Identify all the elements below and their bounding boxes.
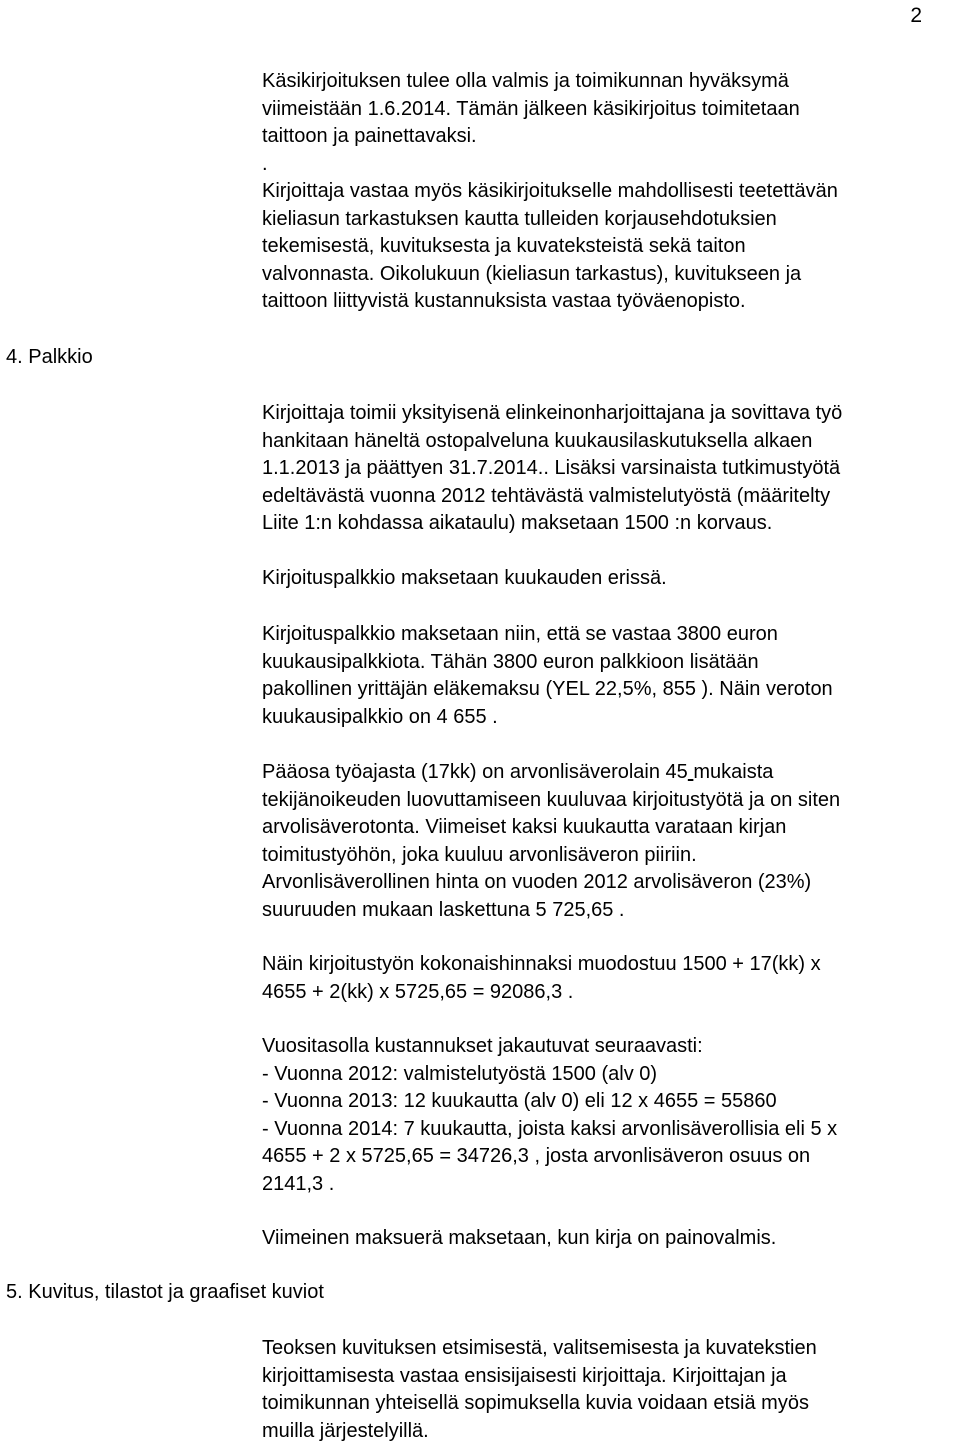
text-line: 4655 + 2 x 5725,65 = 34726,3 , josta arvonlisäveron osuus on	[262, 1145, 811, 1167]
text-line: kieliasun tarkastuksen kautta tulleiden korjausehdotuksien	[262, 207, 777, 230]
text-line: 4655 + 2(kk) x 5725,65 = 92086,3 .	[262, 980, 574, 1003]
text-line: Vuositasolla kustannukset jakautuvat seuraavasti:	[262, 1035, 703, 1057]
text-line: suuruuden mukaan laskettuna 5 725,65 .	[262, 898, 625, 921]
text-line: Viimeinen maksuerä maksetaan, kun kirja on painovalmis.	[262, 1227, 777, 1249]
text-line: arvolisäverotonta. Viimeiset kaksi kuukautta varataan kirjan	[262, 816, 787, 838]
text-line: toimitustyöhön, joka kuuluu arvonlisäveron piiriin.	[262, 843, 697, 866]
text-line: Teoksen kuvituksen etsimisestä, valitsemisesta ja kuvatekstien	[262, 1337, 817, 1359]
palkkio-paragraph-3	[262, 621, 952, 731]
text-line: Kirjoittaja toimii yksityisenä elinkeinonharjoittajana ja sovittava työ	[262, 402, 843, 424]
text-line: taittoon ja painettavaksi.	[262, 125, 477, 147]
palkkio-paragraph-4	[262, 759, 952, 924]
text-line: - Vuonna 2014: 7 kuukautta, joista kaksi arvonlisäverollisia eli 5 x	[262, 1117, 838, 1140]
text-line	[262, 759, 952, 787]
text-line: Näin kirjoitustyön kokonaishinnaksi muodostuu 1500 + 17(kk) x	[262, 953, 821, 975]
text-line: edeltävästä vuonna 2012 tehtävästä valmistelutyöstä (määritelty	[262, 484, 831, 507]
text-line: - Vuonna 2013: 12 kuukautta (alv 0) eli 12 x 4655 = 55860	[262, 1090, 777, 1112]
text-line: Kirjoituspalkkio maksetaan kuukauden erissä.	[262, 567, 667, 589]
text-segment: Pääosa työajasta (17kk) on arvonlisäverolain 45	[262, 761, 688, 783]
text-line: muilla järjestelyillä.	[262, 1419, 429, 1442]
text-line: Käsikirjoituksen tulee olla valmis ja toimikunnan hyväksymä	[262, 70, 789, 92]
section-heading-palkkio: 4. Palkkio	[6, 346, 93, 368]
text-line: .	[262, 152, 268, 175]
text-line: tekemisestä, kuvituksesta ja kuvateksteistä sekä taiton	[262, 235, 746, 257]
intro-paragraph	[262, 68, 952, 316]
text-line: kuukausipalkkio on 4 655 .	[262, 705, 498, 728]
palkkio-paragraph-7	[262, 1225, 952, 1253]
text-line: kirjoittamisesta vastaa ensisijaisesti kirjoittaja. Kirjoittajan ja	[262, 1364, 787, 1387]
palkkio-paragraph-1	[262, 400, 952, 538]
section-heading-kuvitus: 5. Kuvitus, tilastot ja graafiset kuviot	[6, 1281, 324, 1303]
text-line: valvonnasta. Oikolukuun (kieliasun tarkastus), kuvitukseen ja	[262, 262, 802, 285]
text-line: 2141,3 .	[262, 1172, 335, 1195]
text-line: Kirjoituspalkkio maksetaan niin, että se vastaa 3800 euron	[262, 623, 778, 645]
text-line: pakollinen yrittäjän eläkemaksu (YEL 22,5%, 855 ). Näin veroton	[262, 678, 833, 700]
text-line: hankitaan häneltä ostopalveluna kuukausilaskutuksella alkaen	[262, 429, 813, 452]
text-line: - Vuonna 2012: valmistelutyöstä 1500 (alv 0)	[262, 1062, 658, 1085]
text-line: taittoon liittyvistä kustannuksista vastaa työväenopisto.	[262, 290, 746, 312]
text-line: toimikunnan yhteisellä sopimuksella kuvia voidaan etsiä myös	[262, 1392, 809, 1414]
text-segment: mukaista	[693, 761, 774, 783]
text-line: kuukausipalkkiota. Tähän 3800 euron palkkioon lisätään	[262, 650, 759, 673]
text-line: viimeistään 1.6.2014. Tämän jälkeen käsikirjoitus toimitetaan	[262, 97, 800, 120]
palkkio-paragraph-2	[262, 565, 952, 593]
text-line: Liite 1:n kohdassa aikataulu) maksetaan 1500 :n korvaus.	[262, 512, 773, 534]
text-line: Arvonlisäverollinen hinta on vuoden 2012 arvolisäveron (23%)	[262, 871, 812, 893]
palkkio-paragraph-5	[262, 951, 952, 1006]
page-number: 2	[910, 4, 922, 27]
kuvitus-paragraph-1	[262, 1335, 952, 1445]
palkkio-paragraph-6	[262, 1033, 952, 1198]
text-line: tekijänoikeuden luovuttamiseen kuuluvaa kirjoitustyötä ja on siten	[262, 788, 841, 811]
text-line: Kirjoittaja vastaa myös käsikirjoitukselle mahdollisesti teetettävän	[262, 180, 838, 202]
text-line: 1.1.2013 ja päättyen 31.7.2014.. Lisäksi varsinaista tutkimustyötä	[262, 457, 841, 479]
